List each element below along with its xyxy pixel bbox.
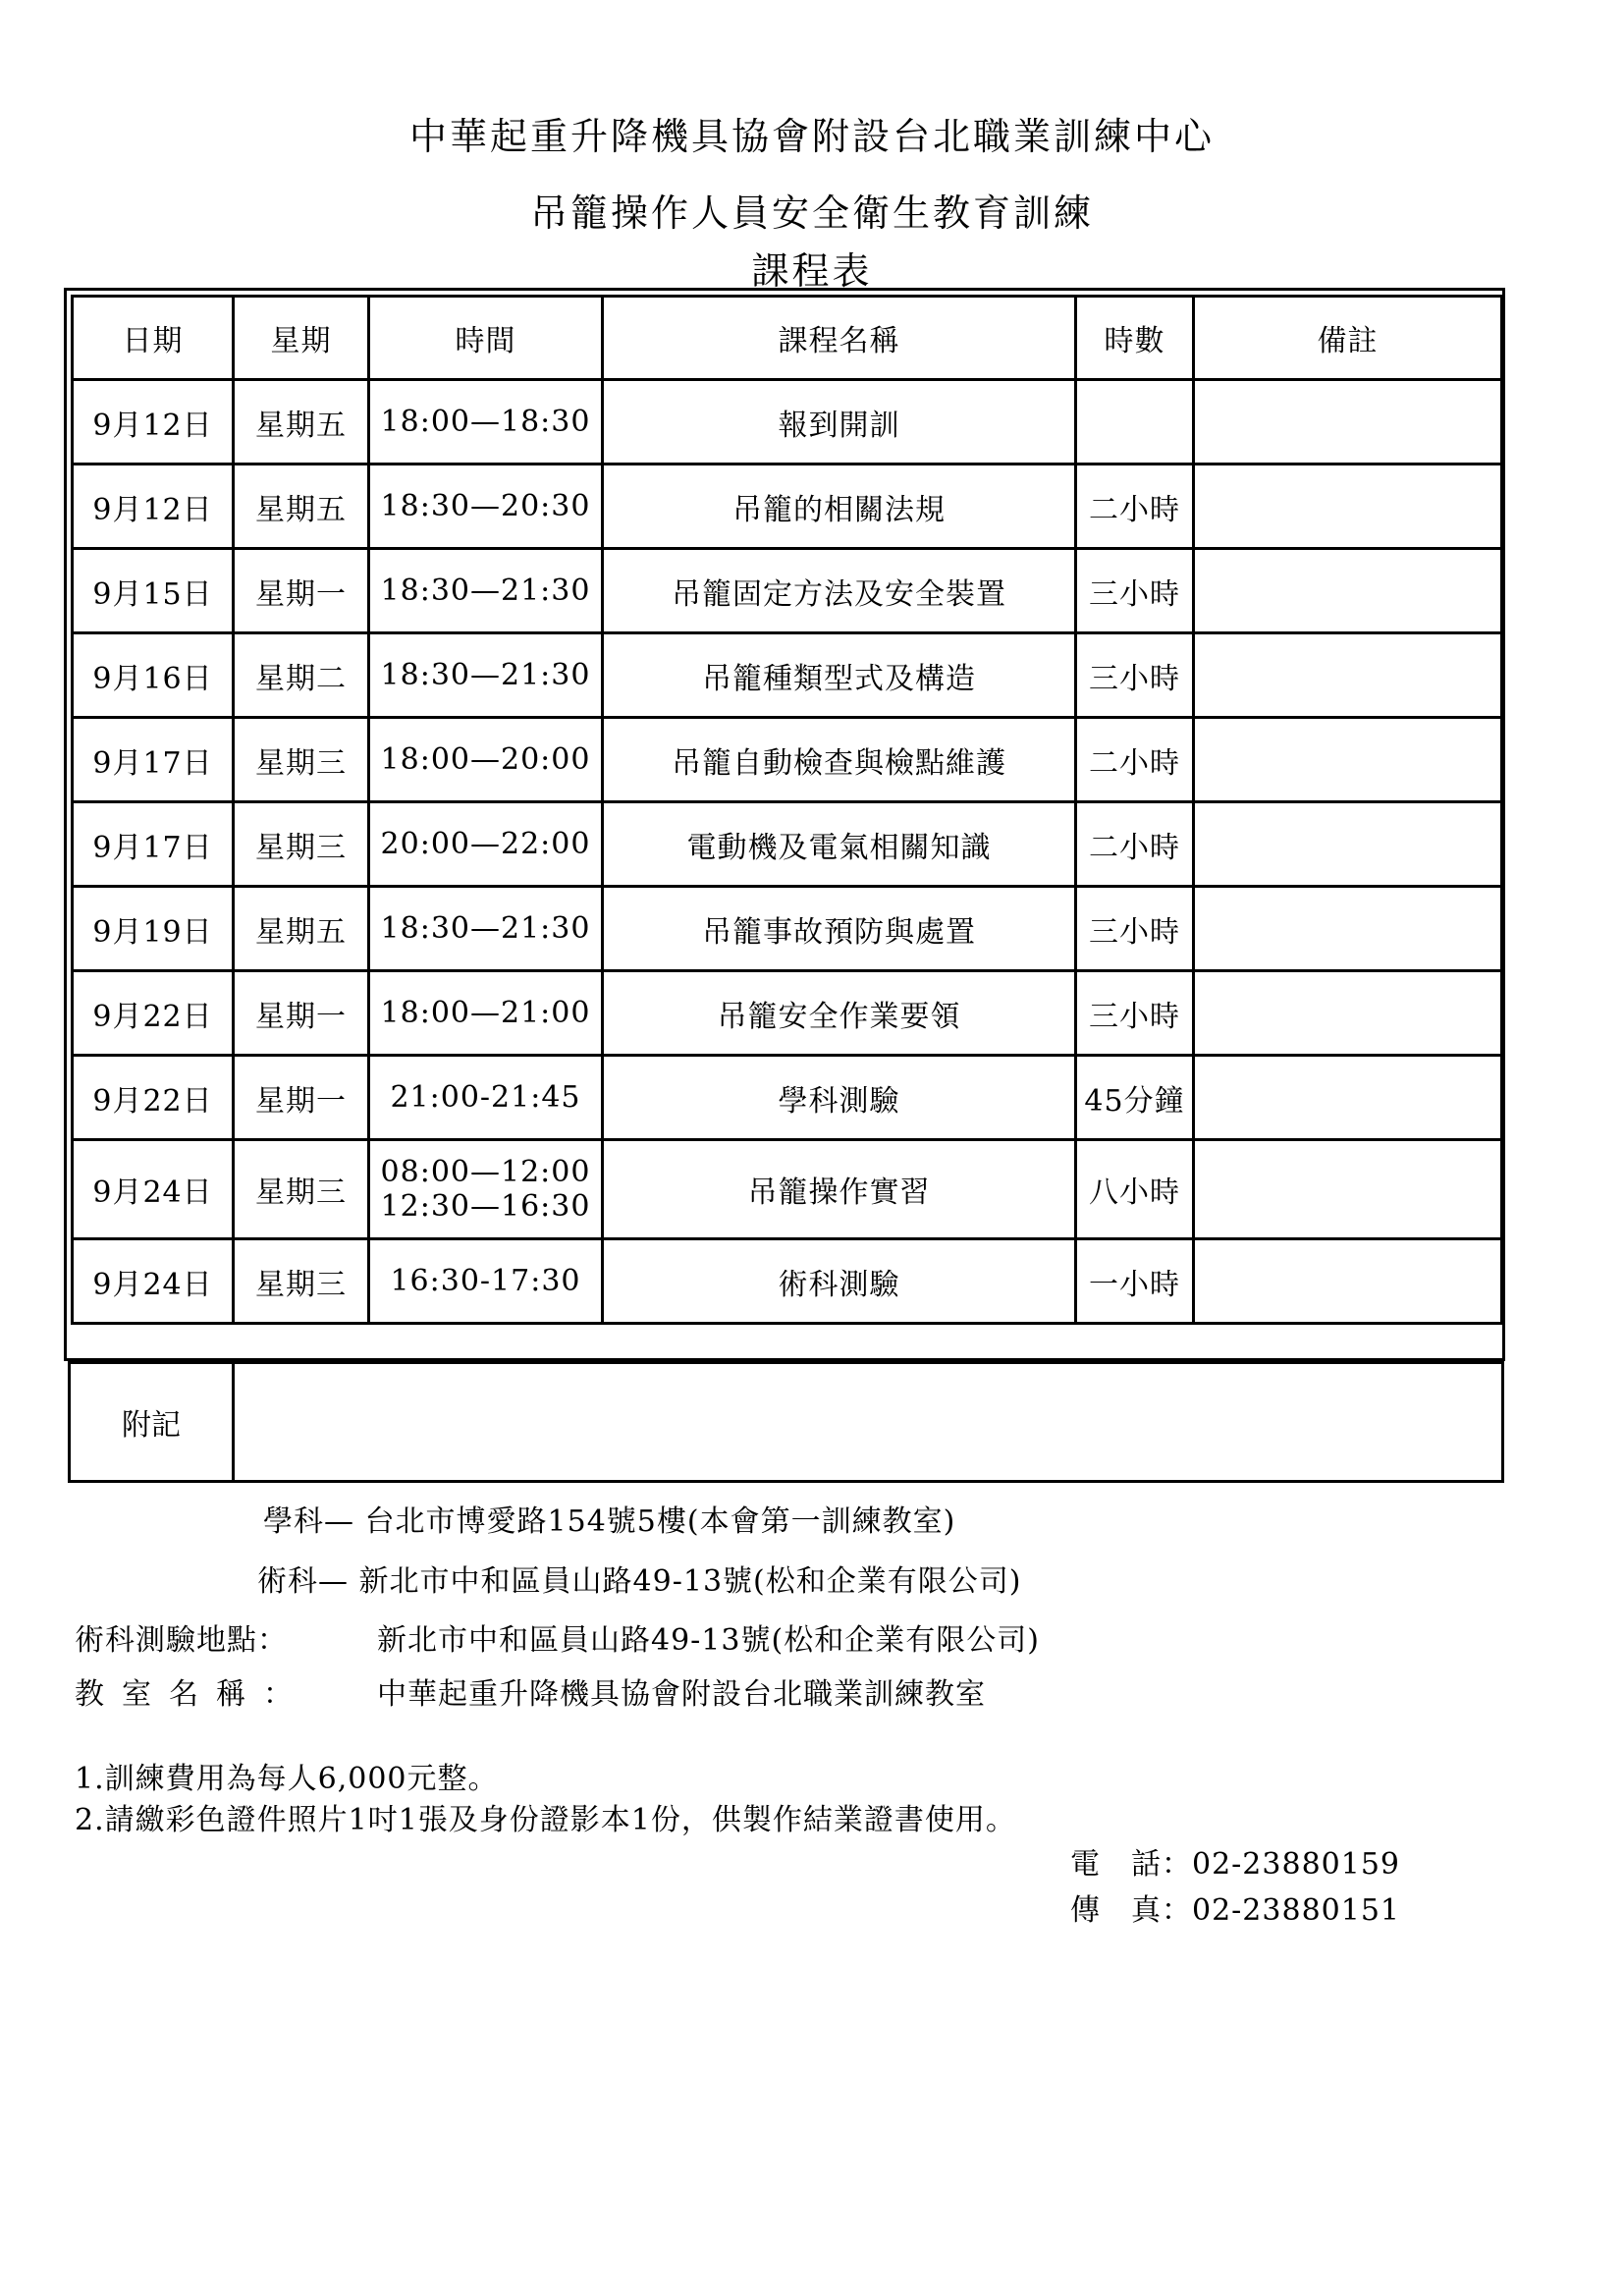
cell-hours xyxy=(1076,380,1194,465)
room-name-label: 教室名稱： xyxy=(75,1677,310,1712)
table-row xyxy=(73,465,1502,549)
cell-time: 18:30—21:30 xyxy=(369,549,603,633)
schedule-table xyxy=(71,295,1503,1325)
cell-time: 16:30-17:30 xyxy=(369,1239,603,1324)
cell-note xyxy=(1194,718,1502,802)
theory-label: 學科— xyxy=(263,1504,354,1539)
cell-course: 吊籠固定方法及安全裝置 xyxy=(603,549,1076,633)
cell-note xyxy=(1194,465,1502,549)
cell-time: 18:00—20:00 xyxy=(369,718,603,802)
cell-weekday: 星期一 xyxy=(234,1056,369,1140)
column-header-weekday: 星期 xyxy=(234,297,369,380)
cell-course: 學科測驗 xyxy=(603,1056,1076,1140)
cell-time: 18:00—21:00 xyxy=(369,971,603,1056)
cell-hours: 三小時 xyxy=(1076,887,1194,971)
cell-hours: 二小時 xyxy=(1076,718,1194,802)
cell-date: 9月12日 xyxy=(73,465,234,549)
exam-location-label: 術科測驗地點： xyxy=(75,1623,288,1658)
cell-time: 18:30—21:30 xyxy=(369,633,603,718)
cell-note xyxy=(1194,971,1502,1056)
cell-weekday: 星期三 xyxy=(234,802,369,887)
cell-date: 9月12日 xyxy=(73,380,234,465)
cell-note xyxy=(1194,887,1502,971)
cell-weekday: 星期一 xyxy=(234,971,369,1056)
table-row xyxy=(73,633,1502,718)
cell-time: 18:00—18:30 xyxy=(369,380,603,465)
document-title: 課程表 xyxy=(751,249,873,293)
cell-hours: 三小時 xyxy=(1076,633,1194,718)
practice-address: 新北市中和區員山路49-13號(松和企業有限公司) xyxy=(358,1564,1022,1599)
room-name-value: 中華起重升降機具協會附設台北職業訓練教室 xyxy=(377,1677,986,1712)
cell-weekday: 星期一 xyxy=(234,549,369,633)
table-row xyxy=(73,1239,1502,1324)
cell-weekday: 星期二 xyxy=(234,633,369,718)
cell-note xyxy=(1194,802,1502,887)
table-row xyxy=(73,887,1502,971)
cell-course: 報到開訓 xyxy=(603,380,1076,465)
cell-date: 9月19日 xyxy=(73,887,234,971)
cell-time: 21:00-21:45 xyxy=(369,1056,603,1140)
cell-course: 吊籠操作實習 xyxy=(603,1140,1076,1239)
course-title: 吊籠操作人員安全衛生教育訓練 xyxy=(529,191,1094,235)
theory-location xyxy=(263,1497,955,1540)
cell-hours: 二小時 xyxy=(1076,465,1194,549)
table-row xyxy=(73,1140,1502,1239)
practice-location xyxy=(257,1557,1021,1600)
fax-line xyxy=(1070,1886,1400,1929)
note-fee: 1.訓練費用為每人6,000元整。 xyxy=(75,1762,499,1796)
cell-date: 9月17日 xyxy=(73,718,234,802)
cell-time xyxy=(369,1140,603,1239)
cell-hours: 一小時 xyxy=(1076,1239,1194,1324)
phone-number: 02-23880159 xyxy=(1192,1847,1401,1882)
table-row xyxy=(73,802,1502,887)
cell-course: 電動機及電氣相關知識 xyxy=(603,802,1076,887)
table-row xyxy=(73,1056,1502,1140)
cell-note xyxy=(1194,549,1502,633)
cell-course: 吊籠的相關法規 xyxy=(603,465,1076,549)
remark-row xyxy=(70,1363,1503,1482)
cell-course: 吊籠自動檢查與檢點維護 xyxy=(603,718,1076,802)
practice-label: 術科— xyxy=(257,1564,349,1599)
column-header-date: 日期 xyxy=(73,297,234,380)
cell-date: 9月17日 xyxy=(73,802,234,887)
note-photo: 2.請繳彩色證件照片1吋1張及身份證影本1份，供製作結業證書使用。 xyxy=(75,1803,1016,1837)
theory-address: 台北市博愛路154號5樓(本會第一訓練教室) xyxy=(364,1504,956,1539)
table-row xyxy=(73,549,1502,633)
cell-weekday: 星期三 xyxy=(234,1140,369,1239)
cell-note xyxy=(1194,380,1502,465)
cell-course: 吊籠事故預防與處置 xyxy=(603,887,1076,971)
table-row xyxy=(73,971,1502,1056)
cell-note xyxy=(1194,1239,1502,1324)
remark-table xyxy=(68,1361,1504,1483)
cell-hours: 45分鐘 xyxy=(1076,1056,1194,1140)
cell-hours: 三小時 xyxy=(1076,549,1194,633)
phone-line xyxy=(1070,1839,1400,1883)
table-header-row xyxy=(73,297,1502,380)
fax-number: 02-23880151 xyxy=(1192,1893,1401,1928)
column-header-note: 備註 xyxy=(1194,297,1502,380)
cell-note xyxy=(1194,1140,1502,1239)
remark-label: 附記 xyxy=(70,1363,234,1482)
cell-hours: 三小時 xyxy=(1076,971,1194,1056)
column-header-course: 課程名稱 xyxy=(603,297,1076,380)
phone-label: 電 話： xyxy=(1070,1847,1192,1882)
cell-date: 9月24日 xyxy=(73,1140,234,1239)
exam-location-address: 新北市中和區員山路49-13號(松和企業有限公司) xyxy=(377,1623,1040,1658)
cell-weekday: 星期五 xyxy=(234,380,369,465)
cell-date: 9月24日 xyxy=(73,1239,234,1324)
cell-weekday: 星期三 xyxy=(234,1239,369,1324)
cell-time: 18:30—21:30 xyxy=(369,887,603,971)
cell-note xyxy=(1194,633,1502,718)
cell-date: 9月15日 xyxy=(73,549,234,633)
cell-time-line: 12:30—16:30 xyxy=(380,1189,591,1224)
table-row xyxy=(73,718,1502,802)
column-header-hours: 時數 xyxy=(1076,297,1194,380)
fax-label: 傳 真： xyxy=(1070,1893,1192,1928)
cell-time: 20:00—22:00 xyxy=(369,802,603,887)
remark-value xyxy=(234,1363,1503,1482)
cell-course: 吊籠種類型式及構造 xyxy=(603,633,1076,718)
cell-date: 9月22日 xyxy=(73,1056,234,1140)
cell-time: 18:30—20:30 xyxy=(369,465,603,549)
cell-hours: 二小時 xyxy=(1076,802,1194,887)
cell-date: 9月22日 xyxy=(73,971,234,1056)
table-row xyxy=(73,380,1502,465)
organization-title: 中華起重升降機具協會附設台北職業訓練中心 xyxy=(408,115,1215,158)
column-header-time: 時間 xyxy=(369,297,603,380)
cell-date: 9月16日 xyxy=(73,633,234,718)
cell-weekday: 星期五 xyxy=(234,465,369,549)
cell-hours: 八小時 xyxy=(1076,1140,1194,1239)
cell-note xyxy=(1194,1056,1502,1140)
cell-time-line: 08:00—12:00 xyxy=(380,1155,591,1189)
cell-course: 術科測驗 xyxy=(603,1239,1076,1324)
cell-course: 吊籠安全作業要領 xyxy=(603,971,1076,1056)
cell-weekday: 星期三 xyxy=(234,718,369,802)
cell-weekday: 星期五 xyxy=(234,887,369,971)
